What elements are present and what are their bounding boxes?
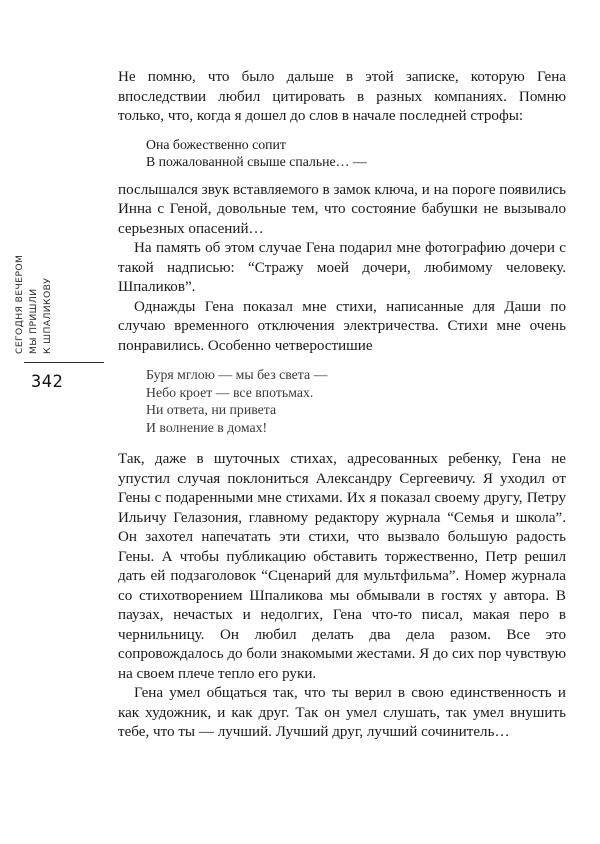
poem-1-line-2: В пожалованной свыше спальне… — xyxy=(146,154,367,169)
poem-quote-1 xyxy=(118,136,566,171)
paragraph-6: Гена умел общаться так, что ты верил в свою единственность и как художник, и как друг. Так он умел слушать, так умел внушить тебе, что ты — лучший. Лучший друг, лучший сочинитель… xyxy=(118,685,566,740)
page-number: 342 xyxy=(31,372,64,392)
paragraph-4: Однажды Гена показал мне стихи, написанные для Даши по случаю временного отключения электричества. Стихи мне очень понравились. Особенно четверостишие xyxy=(118,298,566,354)
running-title-line-2: МЫ ПРИШЛИ xyxy=(28,288,39,354)
paragraph-2: послышался звук вставляемого в замок ключа, и на пороге появились Инна с Геной, довольные тем, что состояние бабушки не вызывало серьезных опасений… xyxy=(118,181,566,237)
running-title xyxy=(14,256,74,356)
running-title-line-1: СЕГОДНЯ ВЕЧЕРОМ xyxy=(14,254,25,354)
poem-2-line-3: Ни ответа, ни привета xyxy=(146,402,277,417)
paragraph-5: Так, даже в шуточных стихах, адресованных ребенку, Гена не упустил случая поклониться Александру Сергеевичу. Я уходил от Гены с подаренными мне стихами. Их я показал своему другу, Петру Ильичу Гелазония, главному редактору журнала “Семья и школа”. Он захотел напечатать эти стихи, что вызвало большую радость Гены. А чтобы публикацию обставить торжественно, Петр решил дать ей подзаголовок “Сценарий для мультфильма”. Номер журнала со стихотворением Шпаликова мы обмывали в гостях у автора. В паузах, нечастых и недолгих, Гена что-то писал, макая перо в чернильницу. Он любил делать два дела разом. Все это сопровождалось до боли знакомыми жестами. Я до сих пор чувствую на своем плече тепло его руки. xyxy=(118,451,566,682)
poem-2-line-4: И волнение в домах! xyxy=(146,419,268,435)
main-text xyxy=(118,68,566,743)
paragraph-1: Не помню, что было дальше в этой записке, которую Гена впоследствии любил цитировать в разных компаниях. Помню только, что, когда я дошел до слов в начале последней строфы: xyxy=(118,69,566,124)
poem-1-line-1: Она божественно сопит xyxy=(146,136,286,152)
running-title-line-3: К ШПАЛИКОВУ xyxy=(42,277,53,354)
poem-2-line-2: Небо кроет — все впотьмах. xyxy=(146,384,314,400)
poem-quote-2 xyxy=(118,366,566,436)
poem-2-line-1: Буря мглою — мы без света — xyxy=(146,367,328,382)
sidebar-divider xyxy=(24,362,104,363)
paragraph-3: На память об этом случае Гена подарил мне фотографию дочери с такой надписью: “Стражу моей дочери, любимому человеку. Шпаликов”. xyxy=(118,240,566,295)
